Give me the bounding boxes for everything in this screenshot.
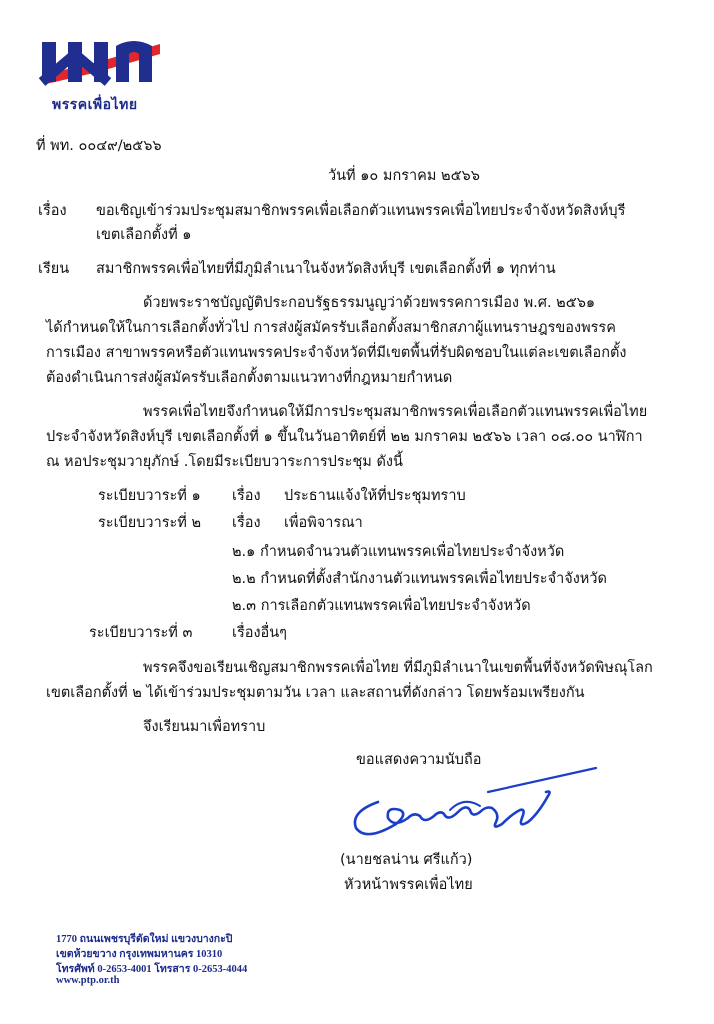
agenda-subitem-2-1: ๒.๑ กำหนดจำนวนตัวแทนพรรคเพื่อไทยประจำจังหวัด — [232, 544, 565, 560]
paragraph-1-line-1: ด้วยพระราชบัญญัติประกอบรัฐธรรมนูญว่าด้วยพรรคการเมือง พ.ศ. ๒๕๖๑ — [143, 295, 596, 311]
letter-date: วันที่ ๑๐ มกราคม ๒๕๖๖ — [328, 168, 480, 184]
signer-name: (นายชลน่าน ศรีแก้ว) — [340, 852, 473, 868]
signer-title: หัวหน้าพรรคเพื่อไทย — [344, 877, 473, 893]
subject-line-1: ขอเชิญเข้าร่วมประชุมสมาชิกพรรคเพื่อเลือกตัวแทนพรรคเพื่อไทยประจำจังหวัดสิงห์บุรี — [96, 203, 626, 219]
paragraph-1-line-4: ต้องดำเนินการส่งผู้สมัครรับเลือกตั้งตามแนวทางที่กฎหมายกำหนด — [46, 370, 453, 386]
regards-line: ขอแสดงความนับถือ — [356, 752, 482, 768]
footer-address-2: เขตห้วยขวาง กรุงเทพมหานคร 10310 — [56, 949, 223, 960]
agenda-item-2-label: ระเบียบวาระที่ ๒ — [98, 515, 202, 531]
paragraph-2-line-1: พรรคเพื่อไทยจึงกำหนดให้มีการประชุมสมาชิกพรรคเพื่อเลือกตัวแทนพรรคเพื่อไทย — [143, 404, 648, 420]
closing-line: จึงเรียนมาเพื่อทราบ — [143, 719, 266, 735]
agenda-item-1-text: ประธานแจ้งให้ที่ประชุมทราบ — [284, 488, 466, 504]
paragraph-1-line-2: ได้กำหนดให้ในการเลือกตั้งทั่วไป การส่งผู้สมัครรับเลือกตั้งสมาชิกสภาผู้แทนราษฎรของพรรค — [46, 320, 616, 336]
paragraph-2-line-2: ประจำจังหวัดสิงห์บุรี เขตเลือกตั้งที่ ๑ ขึ้นในวันอาทิตย์ที่ ๒๒ มกราคม ๒๕๖๖ เวลา ๐๘.๐๐ นาฬิกา — [46, 429, 643, 445]
agenda-item-1-prefix: เรื่อง — [232, 488, 261, 504]
footer-website[interactable]: www.ptp.or.th — [56, 975, 120, 986]
paragraph-3-line-2: เขตเลือกตั้งที่ ๒ ได้เข้าร่วมประชุมตามวัน เวลา และสถานที่ดังกล่าว โดยพร้อมเพรียงกัน — [46, 685, 585, 701]
recipient-text: สมาชิกพรรคเพื่อไทยที่มีภูมิลำเนาในจังหวัดสิงห์บุรี เขตเลือกตั้งที่ ๑ ทุกท่าน — [96, 261, 556, 277]
agenda-subitem-2-3: ๒.๓ การเลือกตัวแทนพรรคเพื่อไทยประจำจังหวัด — [232, 598, 531, 614]
handwritten-signature — [338, 762, 600, 842]
footer-phone: โทรศัพท์ 0-2653-4001 โทรสาร 0-2653-4044 — [56, 964, 248, 975]
subject-line-2: เขตเลือกตั้งที่ ๑ — [96, 227, 192, 243]
agenda-item-1-label: ระเบียบวาระที่ ๑ — [98, 488, 201, 504]
paragraph-3-line-1: พรรคจึงขอเรียนเชิญสมาชิกพรรคเพื่อไทย ที่มีภูมิลำเนาในเขตพื้นที่จังหวัดพิษณุโลก — [143, 660, 653, 676]
agenda-item-2-text: เพื่อพิจารณา — [284, 515, 363, 531]
agenda-subitem-2-2: ๒.๒ กำหนดที่ตั้งสำนักงานตัวแทนพรรคเพื่อไทยประจำจังหวัด — [232, 571, 607, 587]
party-name: พรรคเพื่อไทย — [52, 97, 138, 113]
footer-address-1: 1770 ถนนเพชรบุรีตัดใหม่ แขวงบางกะปิ — [56, 934, 233, 945]
agenda-item-3-label: ระเบียบวาระที่ ๓ — [89, 625, 193, 641]
subject-label: เรื่อง — [38, 203, 67, 219]
agenda-item-3-text: เรื่องอื่นๆ — [232, 625, 287, 641]
paragraph-1-line-3: การเมือง สาขาพรรคหรือตัวแทนพรรคประจำจังหวัดที่มีเขตพื้นที่รับผิดชอบในแต่ละเขตเลือกตั้ง — [46, 345, 627, 361]
agenda-item-2-prefix: เรื่อง — [232, 515, 261, 531]
paragraph-2-line-3: ณ หอประชุมวายุภักษ์ .โดยมีระเบียบวาระการประชุม ดังนี้ — [46, 454, 403, 470]
reference-number: ที่ พท. ๐๐๔๙/๒๕๖๖ — [36, 138, 162, 154]
recipient-label: เรียน — [38, 261, 70, 277]
